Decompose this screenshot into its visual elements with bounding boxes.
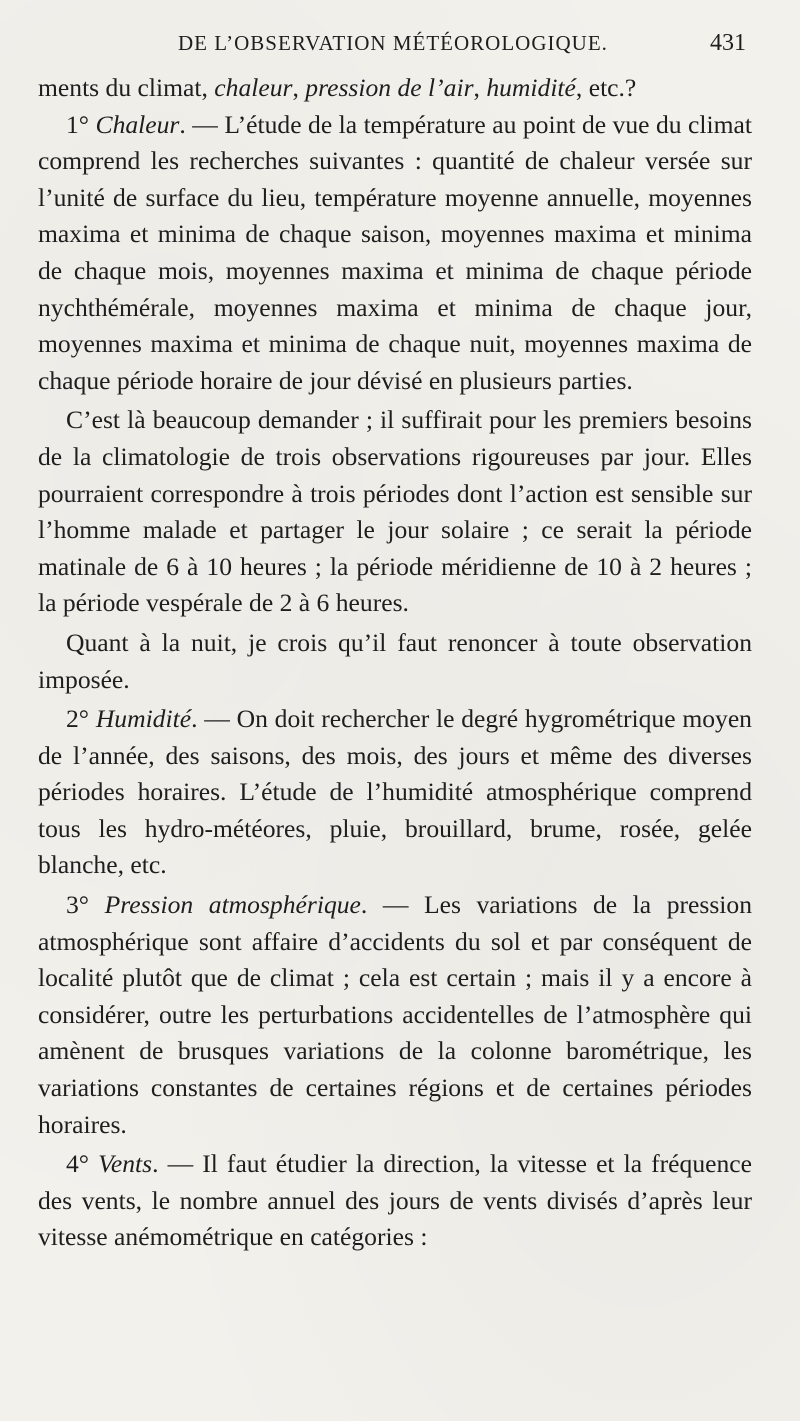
italic-term: humidité [486, 73, 576, 102]
paragraph-text: . — Il faut étudier la direction, la vitesse et la fréquence des vents, le nombre annuel des jours de vents divisés d’après leur vitesse anémométrique en catégories : [38, 1149, 752, 1252]
paragraph-chaleur [38, 107, 752, 400]
text-run: , etc.? [575, 73, 637, 102]
section-number: 2° [66, 704, 96, 734]
paragraph-nuit [38, 625, 752, 698]
running-title: DE L’OBSERVATION MÉTÉOROLOGIQUE. [178, 31, 608, 55]
running-head [38, 30, 752, 70]
paragraph-humidite [38, 701, 752, 884]
paragraph-text: . — L’étude de la température au point de vue du climat comprend les recherches suivantes : quantité de chaleur versée sur l’unité de surface du lieu, température moyenne annuelle, moyennes maxima et minima de chaque saison, moyennes maxima et minima de chaque mois, moyennes maxima et minima de chaque période nychthémérale, moyennes maxima et minima de chaque jour, moyennes maxima et minima de chaque nuit, moyennes maxima de chaque période horaire de jour dévisé en plusieurs parties. [38, 109, 752, 395]
page-number: 431 [710, 30, 746, 56]
body-text [38, 70, 752, 1256]
section-number: 4° [66, 1149, 99, 1179]
text-run: , [292, 73, 306, 102]
section-term: Humidité [95, 704, 192, 734]
paragraph-pression [38, 887, 752, 1143]
paragraph-text: Quant à la nuit, je crois qu’il faut renoncer à toute observation imposée. [38, 627, 752, 694]
paragraph-text: . — Les variations de la pression atmosphérique sont affaire d’accidents du sol et par conséquent de localité plutôt que de climat ; cela est certain ; mais il y a encore à considérer, outre les perturbations accidentelles de l’atmosphère qui amènent de brusques variations de la colonne barométrique, les variations constantes de certaines régions et de certaines périodes horaires. [38, 890, 753, 1139]
text-run: ments du climat, [38, 73, 215, 102]
section-term: Pression atmosphérique [104, 890, 361, 920]
italic-term: chaleur [214, 73, 293, 102]
paragraph-vents [38, 1146, 752, 1256]
paragraph-text: . — On doit rechercher le degré hygrométrique moyen de l’année, des saisons, des mois, des jours et même des diverses périodes horaires. L’étude de l’humidité atmosphérique comprend tous les hydro-météores, pluie, brouillard, brume, rosée, gelée blanche, etc. [38, 704, 752, 880]
text-run: , [473, 73, 487, 102]
paragraph-text: C’est là beaucoup demander ; il suffirait pour les premiers besoins de la climatologie de trois observations rigoureuses par jour. Elles pourraient correspondre à trois périodes dont l’action est sensible sur l’homme malade et partager le jour solaire ; ce serait la période matinale de 6 à 10 heures ; la période méridienne de 10 à 2 heures ; la période vespérale de 2 à 6 heures. [38, 405, 752, 618]
section-number: 3° [66, 890, 105, 920]
paragraph-continuation [38, 70, 752, 107]
section-number: 1° [66, 109, 96, 139]
section-term: Chaleur [95, 109, 180, 139]
paragraph-observations [38, 402, 752, 622]
italic-term: pression de l’air [305, 73, 474, 102]
section-term: Vents [98, 1149, 153, 1179]
